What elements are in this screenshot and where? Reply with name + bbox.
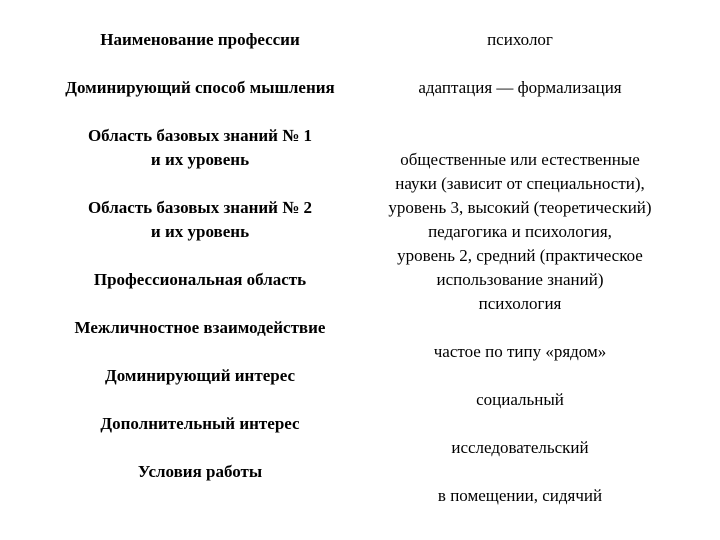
label-work-conditions: Условия работы bbox=[137, 462, 263, 481]
label-knowledge-area-2: Область базовых знаний № 2 и их уровень bbox=[87, 198, 313, 241]
label-thinking-style: Доминирующий способ мышления bbox=[65, 78, 335, 97]
label-additional-interest: Дополнительный интерес bbox=[100, 414, 300, 433]
label-knowledge-area-1: Область базовых знаний № 1 и их уровень bbox=[87, 126, 313, 169]
value-knowledge-block: общественные или естественные науки (зависит от специальности), уровень 3, высокий (теоретический) педагогика и психология, уровень 2, средний (практическое использование знаний) психология bbox=[388, 150, 652, 313]
value-thinking-style: адаптация — формализация bbox=[418, 78, 622, 97]
label-professional-area: Профессиональная область bbox=[93, 270, 307, 289]
value-profession-name: психолог bbox=[487, 30, 553, 49]
value-interpersonal: частое по типу «рядом» bbox=[433, 342, 607, 361]
value-additional-interest: исследовательский bbox=[451, 438, 589, 457]
label-profession-name: Наименование профессии bbox=[100, 30, 300, 49]
label-interpersonal: Межличностное взаимодействие bbox=[74, 318, 326, 337]
label-dominant-interest: Доминирующий интерес bbox=[105, 366, 295, 385]
value-work-conditions: в помещении, сидячий bbox=[437, 486, 603, 505]
value-dominant-interest: социальный bbox=[476, 390, 564, 409]
